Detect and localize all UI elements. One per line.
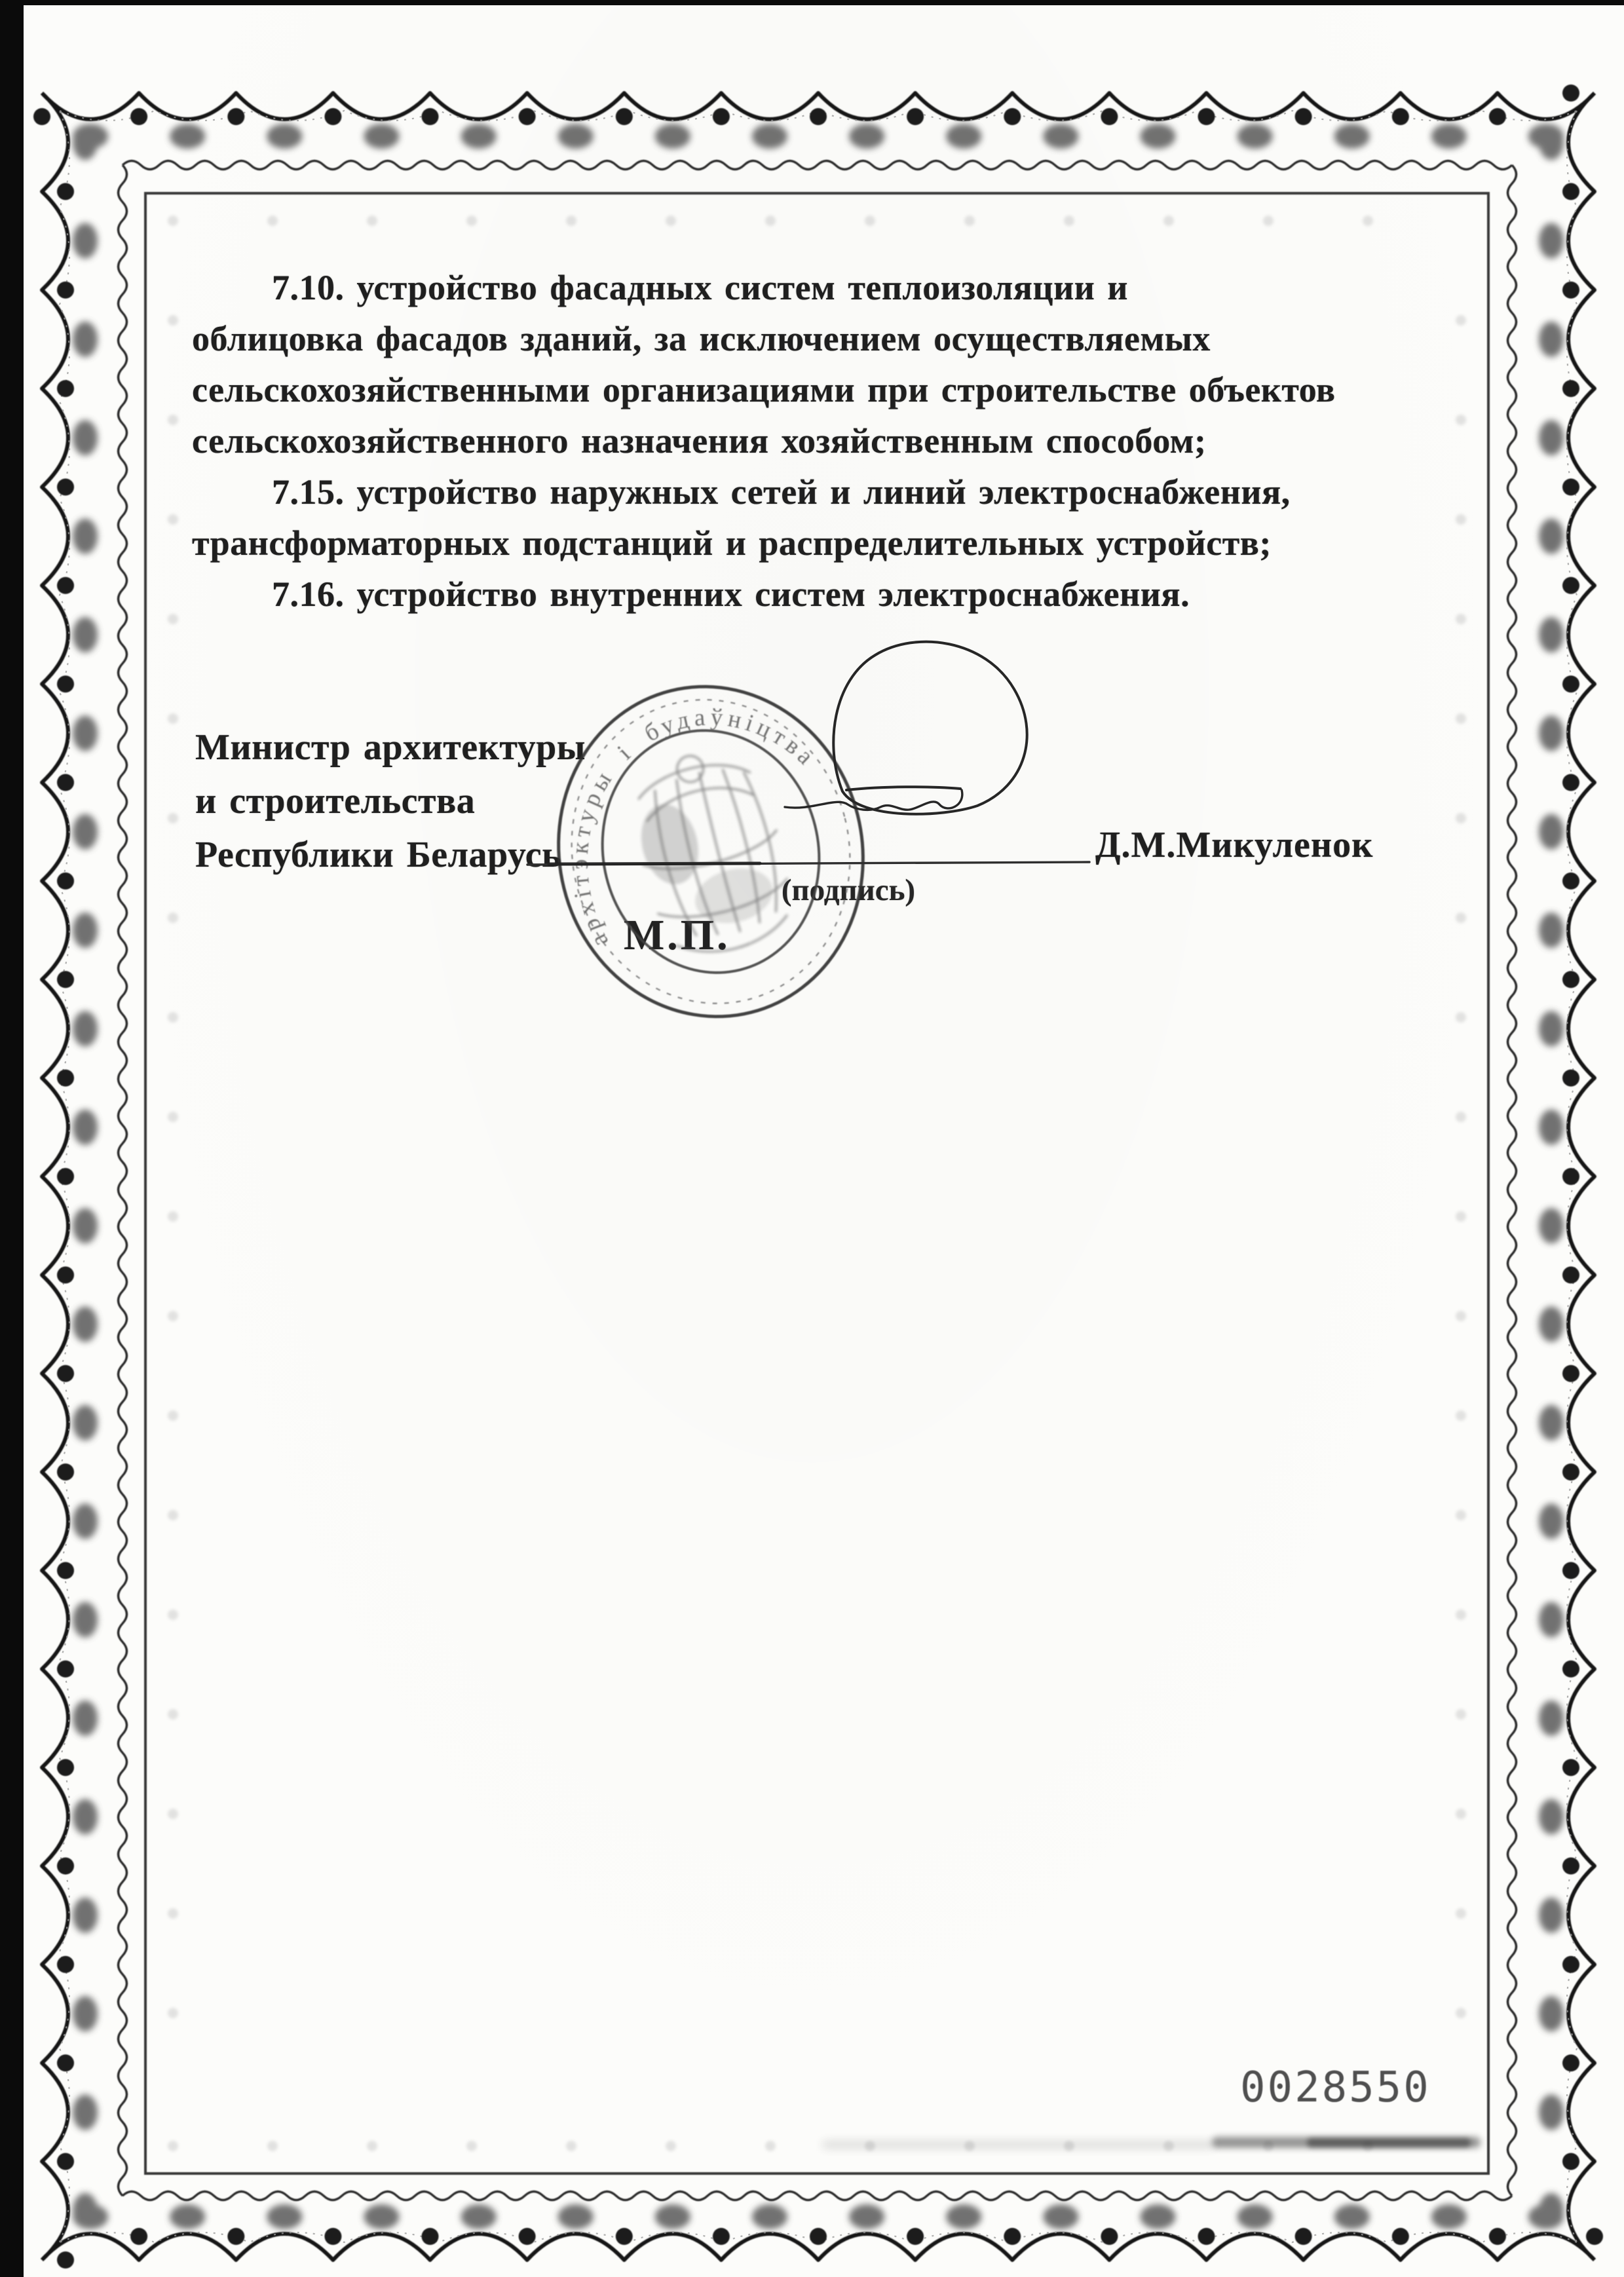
body-text-line: сельскохозяйственного назначения хозяйственным способом; [192, 421, 1207, 461]
signatory-title-line: Министр архитектуры [195, 727, 586, 768]
body-text-line: облицовка фасадов зданий, за исключением осуществляемых [192, 319, 1211, 358]
seal-emblem [620, 740, 803, 966]
print-smudge [1307, 2138, 1471, 2147]
signatory-title-line: и строительства [195, 781, 476, 821]
seal-rim-text: архітэктуры і будаўніцтва [566, 704, 822, 952]
body-text-line: 7.15. устройство наружных сетей и линий электроснабжения, [272, 472, 1291, 512]
official-seal [524, 654, 898, 1049]
print-smudge [822, 2141, 1215, 2149]
signatory-title-line: Республики Беларусь [195, 835, 562, 875]
signature-caption: (подпись) [781, 873, 916, 907]
signatory-name: Д.М.Микуленок [1095, 825, 1374, 865]
body-text-line: 7.16. устройство внутренних систем электроснабжения. [272, 574, 1190, 614]
body-text-line: сельскохозяйственными организациями при строительстве объектов [192, 370, 1336, 409]
serial-number: 0028550 [1240, 2063, 1431, 2112]
svg-text:архітэктуры і будаўніцтва [531, 677, 854, 953]
body-text-line: 7.10. устройство фасадных систем теплоизоляции и [272, 268, 1128, 307]
seal-place-mark: М.П. [624, 911, 730, 959]
body-text-line: трансформаторных подстанций и распределительных устройств; [192, 523, 1272, 563]
